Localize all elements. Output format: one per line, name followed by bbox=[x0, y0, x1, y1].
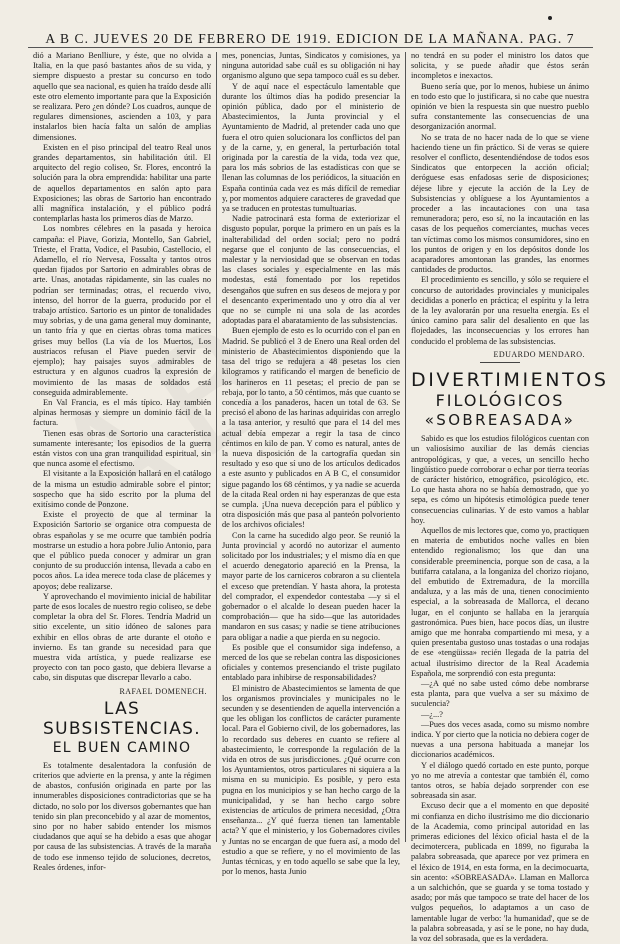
column-left bbox=[33, 51, 211, 872]
article-paragraph: No se trata de no hacer nada de lo que se viene haciendo tiene un fin práctico. Si de veras se quiere resolver el conflicto, desentendiéndose de todos esos Sindicatos que entorpecen la acción oficial; deróguese esas enfadosas serie de disposiciones; déjese libre y ejecute la acción de la Ley de Subsistencias y oblíguese a los Ayuntamientos a proceder a las incautaciones con una tasa remuneradora; pero, eso sí, no la incautación en las casas de los pequeños comerciantes, muchas veces tan víctimas como los mismos consumidores, sino en los puntos de origen y en los depósitos donde los acaparadores amontonan las grandes, las enormes cantidades de productos. bbox=[411, 132, 589, 275]
article-paragraph: Es posible que el consumidor siga indefenso, a merced de los que se rebelan contra las disposiciones oficiales y contemos presenciando el triste pugilato entablado para inhibirse de responsabilidades? bbox=[222, 642, 400, 683]
article-paragraph: El visitante a la Exposición hallará en el catálogo de la misma un estudio admirable sobre el pintor; sospecho que ha sido escrito por la pluma del exitísimo conde de Ponzone. bbox=[33, 469, 211, 509]
article-paragraph: Sabido es que los estudios filológicos cuentan con un valiosísimo auxiliar de las demás ciencias antropológicas, y que, a veces, un sencillo hecho lingüístico puede corroborar o echar por tierra teorías de carácter histórico, etnográfico, psicológico, etc. Lo que hasta ahora no se había demostrado, que yo sepa, es cómo un hipótesis etimológica puede tener consecuencias culinarias. Y de esto vamos a hablar hoy. bbox=[411, 434, 589, 525]
column-divider bbox=[216, 52, 217, 842]
section-rule bbox=[480, 362, 520, 363]
article-paragraph: Y aprovechando el movimiento inicial de habilitar parte de esos locales de nuestro regio coliseo, se debe completar la obra del Sr. Flores. Tendría Madrid un sitio excelente, un sitio idóneo de salones para exhibir en ellos obras de arte durante el otoño e invierno. Es tan grande su necesidad para que muestra vida artística, y puede realizarse ese proyecto con tan poco gasto, que debiera llevarse a cabo, sin disputas que discrepar llevarlo a cabo. bbox=[33, 591, 211, 683]
headline-subsistencias: LAS SUBSISTENCIAS. bbox=[43, 698, 201, 739]
headline-filologicos: FILOLÓGICOS bbox=[435, 391, 565, 411]
article-paragraph: Bueno sería que, por lo menos, hubiese un ánimo en todo esto que lo justificara, si no cabe que nuestra opinión ve bien la respuesta sin que nuestro pueblo sufra constantemente las consecuencias de una desorganización anormal. bbox=[411, 81, 589, 132]
article-paragraph: Existe el proyecto de que al terminar la Exposición Sartorio se organice otra compuesta de obras españolas y se me ocurre que también podría mostrarse un estudio a hora pobre Julio Antonio, para que el público pueda conocer y admirar un gran conjunto de su producción intensa, llevada a cabo en pocos años. La idea merece toda clase de plácemes y apoyos; debe realizarse. bbox=[33, 510, 211, 591]
author-signature: RAFAEL DOMENECH. bbox=[119, 686, 207, 696]
article-paragraph: no tendrá en su poder el ministro los datos que solicita, y se puede añadir que éstos serán incompletos e inexactos. bbox=[411, 51, 589, 81]
article-paragraph: Buen ejemplo de esto es lo ocurrido con el pan en Madrid. Se publicó el 3 de Enero una Real orden del ministerio de Abastecimientos disponiendo que la tasa del trigo se redujera a 48 pesetas los cien kilogramos y ratificando el margen de beneficio de los harineros en 11 pesetas; el precio de pan se rebaja, por lo tanto, a 50 céntimos, más que cuanto se concedía a los panaderos, hacen un total de 63. Se precisó el abono de las harinas adquiridas con arreglo a la tasa anterior, y resultó que para el 14 del mes actual debía empezar a regir la tasa de cinco céntimos en kilo de pan. Y como es natural, antes de la nueva disposición de la cartografía quedan sin resultado y eso que sí uno de los artículos dedicados a este asunto y publicados en A B C, el consumidor sigue pagando los 68 céntimos, y ya nadie se acuerda de la citada Real orden ni hay esperanzas de que esta se cumpla. ¡Una nueva decepción para el público y otra disposición más que pasa al panteón polvoriento de los archivos oficiales! bbox=[222, 326, 400, 530]
article-paragraph: En Val Francia, es el más típico. Hay también alpinas hermosas y siempre un dominio fácil de la factura. bbox=[33, 397, 211, 428]
column-right bbox=[411, 51, 609, 944]
page-masthead: A B C. JUEVES 20 DE FEBRERO DE 1919. EDICION DE LA MAÑANA. PAG. 7 bbox=[45, 31, 575, 46]
article-paragraph: Es totalmente desalentadora la confusión de criterios que advierte en la prensa, y ante la régimen de abastos, confusión originada en parte por las innumerables disposiciones contradictorias que se ha dictado, no solo por los diversos gobernantes que han tenido sin plan preconcebido y al azar de momentos, sino por no haber sabido entender los mismos ciudadanos que aquí se ha debido a esas que ahogar por causa de las subsistencias. A través de la maraña de todo ese inmenso tejido de soluciones, decretos, Reales órdenes, infor- bbox=[33, 760, 211, 872]
article-paragraph: Y el diálogo quedó cortado en este punto, porque yo no me atrevía a contestar que también él, como tantos otros, se había dejado sorprender con ese sobreasada sin asar. bbox=[411, 760, 589, 801]
subheadline-buen-camino: EL BUEN CAMINO bbox=[52, 739, 192, 756]
article-paragraph: El procedimiento es sencillo, y sólo se requiere el concurso de autoridades provinciales y municipales decididas a ponerlo en práctica; el espíritu y la letra de la ley avalorarán por una resuelta energía. Es el único camino para salir del desaliento en que las flojedades, las inconsecuencias y los errores han conducido el problema de las subsistencias. bbox=[411, 275, 589, 346]
article-paragraph: Los nombres célebres en la pasada y heroica campaña: el Piave, Gorizia, Montello, San Gabriel, Trieste, el Fratta, Vodice, el Pasubio, Castellocio, el Adamello, el río Nervesa, Fossalta y tantos otros quedan fijados por Sartorio en admirables obras de arte. Unas, anotadas rápidamente, sin las cuales no podrían ser terminadas; otras, el recuerdo vivo, intenso, del horror de la guerra, producido por el trabajo artístico. Sartorio es un pintor de tonalidades muy sobrias, y de una gama general muy dominante, un tanto fría y que en ciertas obras toma matices grises muy bellos (La vía de los Muertos, Los austriacos refusan el Piave pueden servir de ejemplo); hay paisajes suyos admirables de estructura y en algunos cuadros la expresión de movimiento de las masas de soldados está conseguida admirablemente. bbox=[33, 224, 211, 397]
ink-dot bbox=[548, 16, 552, 20]
article-paragraph: —Pues dos veces asada, como su mismo nombre indica. Y por cierto que la noticia no debiera coger de nuevas a una persona habituada a manejar los diccionarios académicos. bbox=[411, 719, 589, 760]
article-paragraph: Tienen esas obras de Sortorio una característica sumamente interesante; los episodios de la guerra están vistos con una gran tranquilidad espiritual, sin que nunca asome el efectismo. bbox=[33, 428, 211, 469]
article-paragraph: Existen en el piso principal del teatro Real unos grandes departamentos, sin habilitación útil. El arquitecto del regio coliseo, Sr. Flores, encontró la solución para la obra emprendida: habilitar una parte de aquellos departamentos en salón apto para Exposiciones; las obras de Sartorio han encontrado allí magnífica instalación, y el público podrá contemplarlas hasta los primeros días de Marzo. bbox=[33, 142, 211, 224]
article-paragraph: Nadie patrocinará esta forma de exteriorizar el disgusto popular, porque la primero en un país es la inalterabilidad del orden social; pero no podrá negarse que el conjunto de las consecuencias, el malestar y la nerviosidad que se observan en todas las clases sociales y especialmente en las más modestas, está fomentado por los repetidos desengaños que sufren en sus deseos de mejora y por el desencanto experimentado uno y otro día al ver que no se cumple ni una sola de las acordes adoptadas para el abaratamiento de las subsistencias. bbox=[222, 214, 400, 326]
article-paragraph: —¿...? bbox=[421, 709, 443, 719]
column-divider bbox=[405, 52, 406, 842]
article-paragraph: El ministro de Abastecimientos se lamenta de que los organismos provinciales y municipales no le secunden y se desentienden de aquella intervención a que les obligan los conflictos de carácter puramente local. Para el Gobierno civil, de los gobernadores, las lo recordado sus deberes en cuanto se refiere al abastecimiento, le corresponde la regulación de la vida en otros de sus jurisdicciones. ¿Qué ocurre con los Ayuntamientos, otros particulares ni siquiera a la misma en su municipio. Es posible, y pero esta pugna en los municipios y se han hecho cargo de la municipalidad, y se han hecho cargo sobre existencias de artículos de primera necesidad, ¿Otra enseñanza... ¿Y qué fuerza tienen tan lamentable acta? Y que el ministerio, y los Gobernadores civiles y Juntas no se encargan de que fuera así, a modo del estudio a que se refiere, y no el movimiento de las Juntas técnicas, y en todo aquello se sabe que la ley, por lo menos, hasta Junio bbox=[222, 683, 400, 877]
article-paragraph: Con la carne ha sucedido algo peor. Se reunió la Junta provincial y acordó no autorizar el aumento solicitado por los industriales; y el mismo día en que el acuerdo denegatorio apareció en la Prensa, la mayor parte de los carniceros cobraron a su clientela el exceso que pretendían. Y hasta ahora, la protesta del comprador, el expendedor contestaba —y si el gobernador o el alcalde lo desean pueden hacer la comprobación— que ha sido—que las autoridades mandaron en sus casas; y nadie se tiene atribuciones para obligar a nadie a que pierda en su negocio. bbox=[222, 530, 400, 642]
author-signature: EDUARDO MENDARO. bbox=[493, 349, 585, 359]
article-paragraph: dió a Mariano Benlliure, y éste, que no olvida a Italia, en la que pasó bastantes años de su vida, y siempre dispuesto a prestar su concurso en todo aquello que sea nacional, es quien ha traído desde allí este otro elemento importante para que la Exposición se realizara. Pero ¿en dónde? Los cuadros, aunque de regulares dimensiones, ascienden a 103, y para instalarlos bien hacía falta un salón de amplias dimensiones. bbox=[33, 51, 211, 142]
article-paragraph: Y de aquí nace el espectáculo lamentable que durante los últimos días ha podido presenciar la opinión pública, dado por el ministerio de Abastecimientos, la Junta provincial y el Ayuntamiento de Madrid, al pretender cada uno que fuera el otro quien solucionara los conflictos del pan y de la carne, y, en general, la perturbación total originada por la carestía de la vida, toda vez que, para los más sobrios de las estadísticas con que se llenan las columnas de los periódicos, la situación en España continúa cada vez es más difícil de remediar y, por momentos adquiere caracteres de gravedad que ya se traducen en protestas tumultuarias. bbox=[222, 81, 400, 214]
masthead-rule bbox=[28, 47, 593, 48]
column-center bbox=[222, 51, 400, 877]
article-paragraph: —¿A qué no sabe usted cómo debe nombrarse esta planta, para que vuelva a ser su máximo de suculencia? bbox=[411, 678, 589, 709]
article-paragraph: Excuso decir que a el momento en que deposité mi confianza en dicho ilustrísimo me dio diccionario de la Academia, como principal autoridad en las primeras ediciones del léxico oficial hasta el de la decimotercera, publicada en 1899, no figuraba la palabra sobreasada, que aparece por vez primera en el léxico de 1914, en esta forma, en la decimocuarta, sin acento: «SOBREASADA». Llaman en Mallorca a un salchichón, que se guarda y se toma tostado y asado; por más que tampoco se trate del hacer de los vulgos pequeños, lo adaptamos a un caso de lamentable lugar de verbo: 'la humanidad', que se de la palabra sobreasada, y así se le pone, no hay duda, la voz del sobrasada, que es la verdadera. bbox=[411, 801, 589, 944]
headline-divertimientos: DIVERTIMIENTOS bbox=[411, 369, 609, 392]
headline-sobreasada: «SOBREASADA» bbox=[424, 411, 576, 430]
article-paragraph: Aquellos de mis lectores que, como yo, practiquen en materia de embutidos noche valles en bien entendido regionalismo; los que dan una considerable preeminencia, porque son de casa, a la butifarra catalana, a la longaniza del chorizo riojano, del embutido de Extremadura, de la morcilla andaluza, y a las más de una, tienen conocimiento especial, a la sobreasada de Mallorca, el decano lugar, en el conjunto se hallaba en la jerarquía gastronómica. Pues bien, hace pocos días, un ilustre amigo que me honraba compartiendo mi mesa, y a quien presentaba gustoso unas tostadas o una rodajas de ese «tengüissa» recién llegada de la patria del actual ilustrísimo director de la Real Academia Española, me sorprendió con esta pregunta: bbox=[411, 525, 589, 678]
article-paragraph: mes, ponencias, Juntas, Sindicatos y comisiones, ya ninguna autoridad sabe cuál es su obligación ni hay organismo alguno que sepa tampoco cuál es su deber. bbox=[222, 51, 400, 81]
